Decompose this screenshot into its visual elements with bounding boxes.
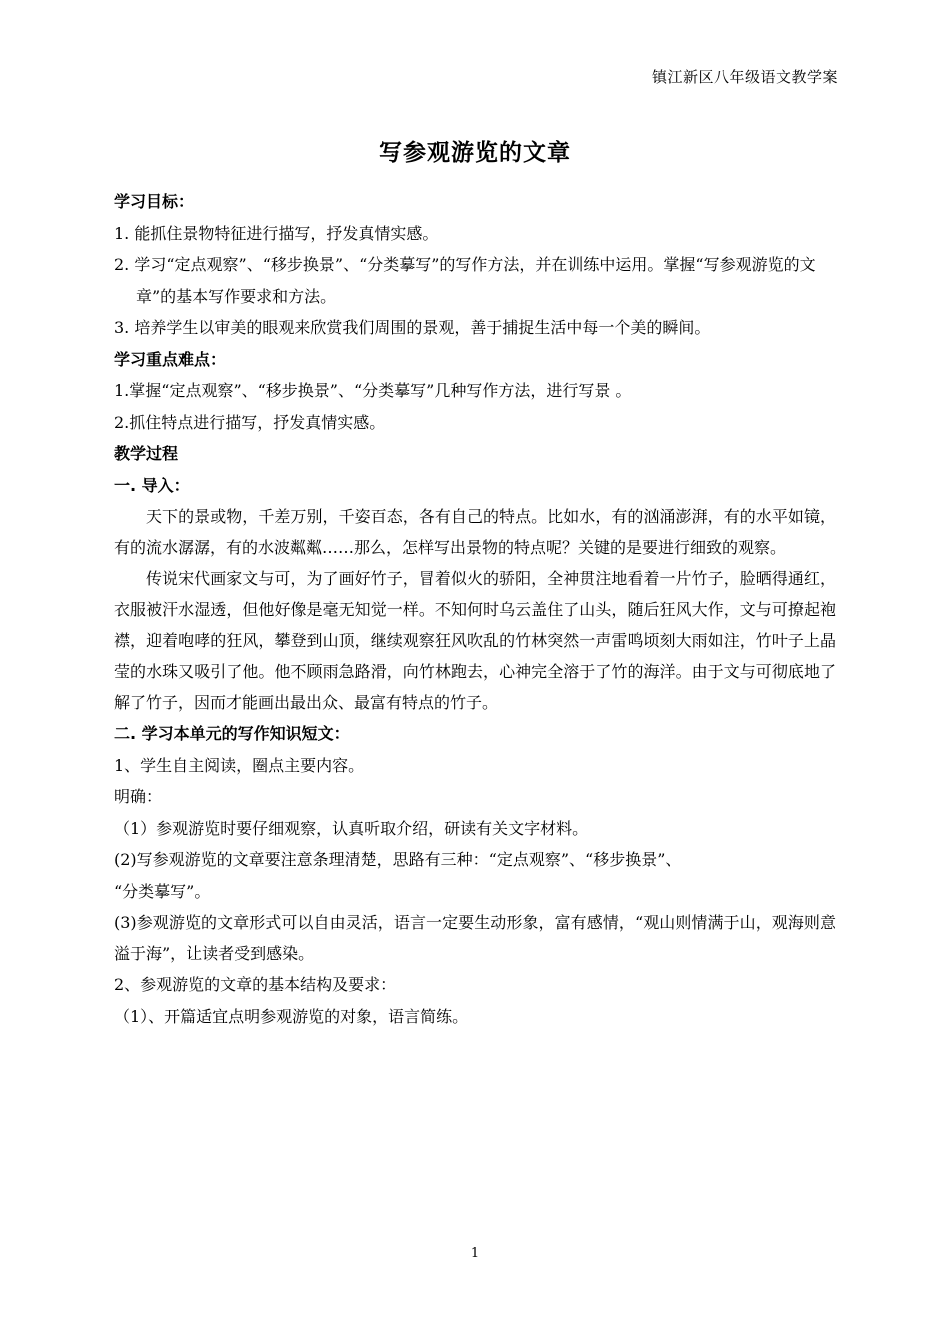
intro-paragraph-1: 天下的景或物，千差万别，千姿百态，各有自己的特点。比如水，有的汹涌澎湃，有的水平如镜，有的流水潺潺，有的水波粼粼……那么，怎样写出景物的特点呢？关键的是要进行细致的观察。 — [114, 507, 836, 557]
step-2-point-1: （1）、开篇适宜点明参观游览的对象，语言简练。 — [114, 1006, 469, 1026]
objective-item-3: 3. 培养学生以审美的眼观来欣赏我们周围的景观，善于捕捉生活中每一个美的瞬间。 — [114, 318, 711, 337]
key-point-item-1: 1.掌握“定点观察”、“移步换景”、“分类摹写”几种写作方法，进行写景 。 — [114, 381, 632, 400]
clarify-point-2-cont: “分类摹写”。 — [114, 881, 211, 901]
clarify-point-1: （1）参观游览时要仔细观察，认真听取介绍，研读有关文字材料。 — [114, 818, 589, 838]
clarify-label: 明确： — [114, 787, 163, 806]
section-2-heading: 二. 学习本单元的写作知识短文： — [114, 724, 350, 743]
objective-item-2: 2. 学习“定点观察”、“移步换景”、“分类摹写”的写作方法，并在训练中运用。掌握“写参观游览的文章”的基本写作要求和方法。 — [114, 255, 816, 306]
objectives-heading: 学习目标： — [114, 192, 195, 211]
objective-item-1: 1. 能抓住景物特征进行描写，抒发真情实感。 — [114, 223, 439, 243]
clarify-point-2: (2)写参观游览的文章要注意条理清楚，思路有三种：“定点观察”、“移步换景”、 — [114, 850, 682, 869]
section-1-heading: 一. 导入： — [114, 475, 190, 495]
section-2-step-1: 1、学生自主阅读，圈点主要内容。 — [114, 755, 365, 775]
process-heading: 教学过程 — [114, 444, 179, 463]
clarify-point-3: (3)参观游览的文章形式可以自由灵活，语言一定要生动形象，富有感情，“观山则情满于山，观海则意溢于海”，让读者受到感染。 — [114, 913, 836, 963]
section-2-step-2: 2、参观游览的文章的基本结构及要求： — [114, 975, 397, 994]
key-point-item-2: 2.抓住特点进行描写，抒发真情实感。 — [114, 412, 386, 432]
key-points-heading: 学习重点难点： — [114, 349, 227, 369]
page-number: 1 — [470, 1246, 480, 1261]
intro-paragraph-2: 传说宋代画家文与可，为了画好竹子，冒着似火的骄阳，全神贯注地看着一片竹子，脸晒得通红，衣服被汗水湿透，但他好像是毫无知觉一样。不知何时乌云盖住了山头，随后狂风大作，文与可撩起袍襟，迎着咆哮的狂风，攀登到山顶，继续观察狂风吹乱的竹林突然一声雷鸣顷刻大雨如注，竹叶子上晶莹的水珠又吸引了他。他不顾雨急路滑，向竹林跑去，心神完全溶于了竹的海洋。由于文与可彻底地了解了竹子，因而才能画出最出众、最富有特点的竹子。 — [114, 569, 836, 712]
document-body — [114, 186, 836, 1032]
document-title: 写参观游览的文章 — [379, 140, 571, 166]
page-header: 镇江新区八年级语文教学案 — [651, 68, 838, 86]
